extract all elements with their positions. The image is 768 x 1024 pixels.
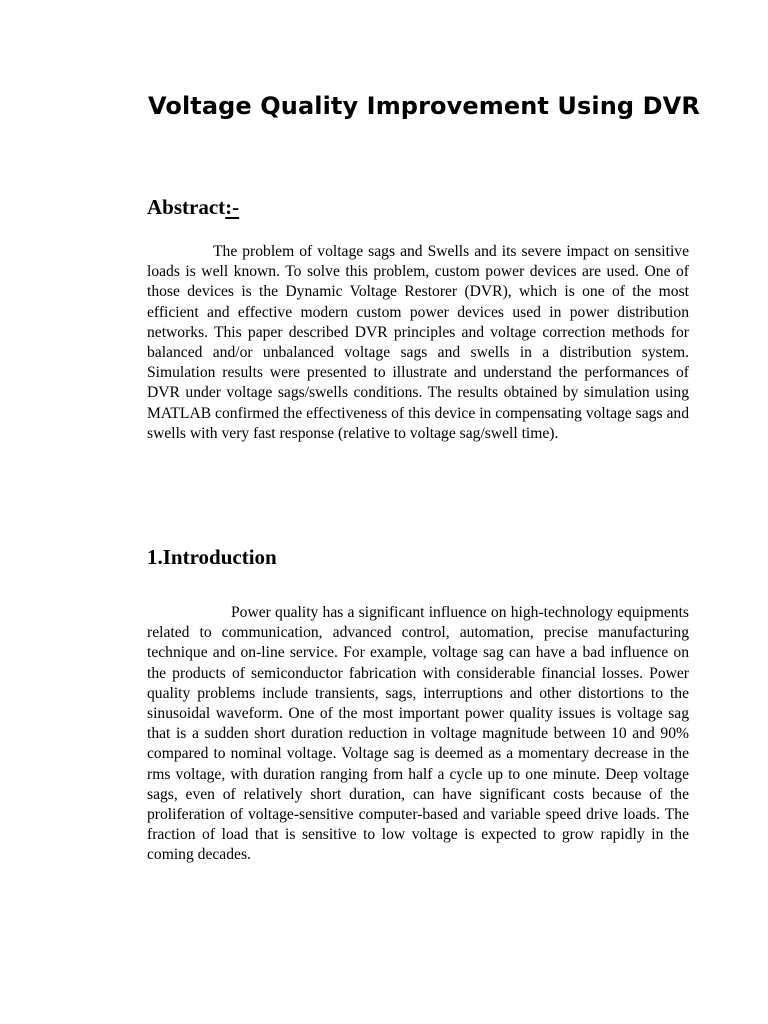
- abstract-paragraph: The problem of voltage sags and Swells and its severe impact on sensitive loads is well known. To solve this problem, custom power devices are used. One of those devices is the Dynamic Voltage Restorer (DVR), which is one of the most efficient and effective modern custom power devices used in power distribution networks. This paper described DVR principles and voltage correction methods for balanced and/or unbalanced voltage sags and swells in a distribution system. Simulation results were presented to illustrate and understand the performances of DVR under voltage sags/swells conditions. The results obtained by simulation using MATLAB confirmed the effectiveness of this device in compensating voltage sags and swells with very fast response (relative to voltage sag/swell time).: [147, 243, 689, 442]
- abstract-heading-label: Abstract: [147, 195, 226, 219]
- introduction-paragraph: Power quality has a significant influence on high-technology equipments related to communication, advanced control, automation, precise manufacturing technique and on-line service. For example, voltage sag can have a bad influence on the products of semiconductor fabrication with considerable financial losses. Power quality problems include transients, sags, interruptions and other distortions to the sinusoidal waveform. One of the most important power quality issues is voltage sag that is a sudden short duration reduction in voltage magnitude between 10 and 90% compared to nominal voltage. Voltage sag is deemed as a momentary decrease in the rms voltage, with duration ranging from half a cycle up to one minute. Deep voltage sags, even of relatively short duration, can have significant costs because of the proliferation of voltage-sensitive computer-based and variable speed drive loads. The fraction of load that is sensitive to low voltage is expected to grow rapidly in the coming decades.: [147, 604, 689, 864]
- abstract-heading-suffix: :-: [225, 195, 240, 219]
- abstract-heading: [147, 193, 239, 221]
- introduction-heading: 1.Introduction: [147, 545, 277, 569]
- paper-title: Voltage Quality Improvement Using DVR: [148, 92, 700, 120]
